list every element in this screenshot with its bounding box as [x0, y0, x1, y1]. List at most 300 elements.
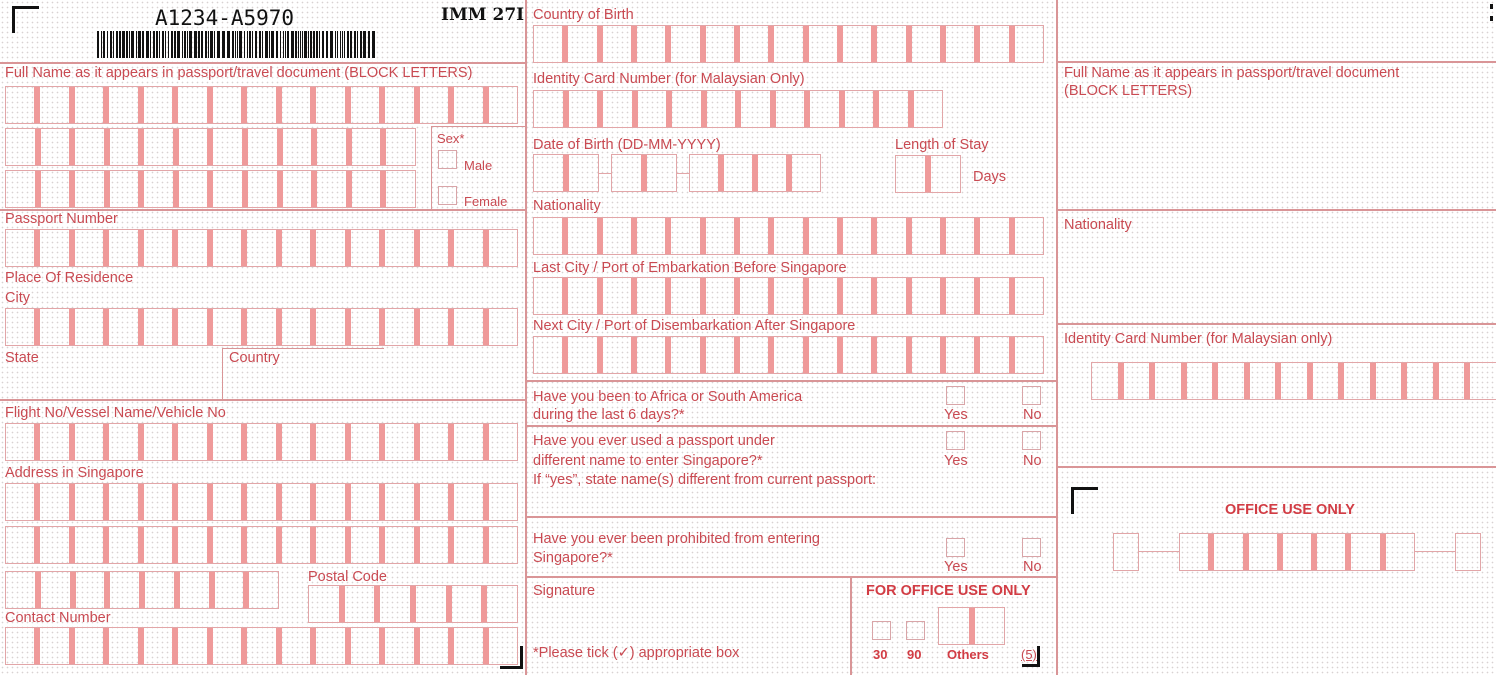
- character-cell[interactable]: [414, 628, 448, 664]
- q3-no-checkbox[interactable]: [1022, 538, 1041, 557]
- barcode-bar: [101, 31, 102, 58]
- character-cell[interactable]: [481, 586, 517, 622]
- character-cell[interactable]: [345, 484, 379, 520]
- character-cell[interactable]: [1009, 218, 1043, 254]
- character-cell[interactable]: [734, 26, 768, 62]
- character-cell[interactable]: [969, 608, 1005, 644]
- character-cell[interactable]: [276, 484, 310, 520]
- character-cell[interactable]: [665, 337, 699, 373]
- character-cell[interactable]: [1370, 363, 1402, 399]
- character-cell[interactable]: [6, 87, 34, 123]
- character-cell[interactable]: [631, 337, 665, 373]
- character-cell[interactable]: [276, 527, 310, 563]
- character-cell[interactable]: [839, 91, 874, 127]
- dob-year-field[interactable]: [689, 154, 821, 192]
- barcode-bar: [153, 31, 155, 58]
- address-field-row-1[interactable]: [5, 483, 518, 521]
- character-cell[interactable]: [665, 218, 699, 254]
- character-cell[interactable]: [339, 586, 375, 622]
- character-cell[interactable]: [1009, 26, 1043, 62]
- character-cell[interactable]: [34, 309, 68, 345]
- character-cell[interactable]: [803, 337, 837, 373]
- character-cell[interactable]: [752, 155, 786, 191]
- signature-field[interactable]: [533, 602, 843, 640]
- character-cell[interactable]: [803, 278, 837, 314]
- character-cell[interactable]: [103, 484, 137, 520]
- character-cell[interactable]: [69, 484, 103, 520]
- character-cell[interactable]: [483, 484, 517, 520]
- right-ic-number-field[interactable]: [1091, 362, 1496, 400]
- character-cell[interactable]: [1009, 278, 1043, 314]
- character-cell[interactable]: [277, 171, 312, 207]
- full-name-field-row-3[interactable]: [5, 170, 416, 208]
- office-90-checkbox[interactable]: [906, 621, 925, 640]
- character-cell[interactable]: [138, 230, 172, 266]
- character-cell[interactable]: [873, 91, 908, 127]
- character-cell[interactable]: [768, 26, 802, 62]
- character-cell[interactable]: [139, 572, 174, 608]
- character-cell[interactable]: [6, 484, 34, 520]
- character-cell[interactable]: [346, 171, 381, 207]
- character-cell[interactable]: [534, 218, 562, 254]
- q1-no-checkbox[interactable]: [1022, 386, 1041, 405]
- character-cell[interactable]: [209, 572, 244, 608]
- character-cell[interactable]: [138, 309, 172, 345]
- character-cell[interactable]: [35, 572, 70, 608]
- character-cell[interactable]: [104, 572, 139, 608]
- barcode-bar: [354, 31, 356, 58]
- character-cell[interactable]: [597, 26, 631, 62]
- character-cell[interactable]: [6, 424, 34, 460]
- character-cell[interactable]: [345, 309, 379, 345]
- character-cell[interactable]: [701, 91, 736, 127]
- character-cell[interactable]: [380, 129, 415, 165]
- character-cell[interactable]: [896, 156, 925, 192]
- character-cell[interactable]: [104, 171, 139, 207]
- character-cell[interactable]: [172, 230, 206, 266]
- character-cell[interactable]: [612, 155, 641, 191]
- character-cell[interactable]: [103, 424, 137, 460]
- character-cell[interactable]: [939, 608, 969, 644]
- character-cell[interactable]: [34, 628, 68, 664]
- character-cell[interactable]: [448, 230, 482, 266]
- character-cell[interactable]: [34, 484, 68, 520]
- q2-no-checkbox[interactable]: [1022, 431, 1041, 450]
- character-cell[interactable]: [448, 424, 482, 460]
- character-cell[interactable]: [243, 572, 278, 608]
- q2-yes-checkbox[interactable]: [946, 431, 965, 450]
- character-cell[interactable]: [871, 278, 905, 314]
- postal-code-field[interactable]: [308, 585, 518, 623]
- character-cell[interactable]: [1464, 363, 1496, 399]
- character-cell[interactable]: [241, 484, 275, 520]
- character-cell[interactable]: [1114, 534, 1138, 570]
- character-cell[interactable]: [69, 628, 103, 664]
- character-cell[interactable]: [6, 572, 35, 608]
- character-cell[interactable]: [837, 26, 871, 62]
- address-field-row-3[interactable]: [5, 571, 279, 609]
- character-cell[interactable]: [103, 628, 137, 664]
- character-cell[interactable]: [700, 278, 734, 314]
- previous-names-field[interactable]: [533, 490, 1044, 512]
- character-cell[interactable]: [34, 527, 68, 563]
- address-field-row-2[interactable]: [5, 526, 518, 564]
- barcode-icon: [97, 31, 377, 58]
- office-code-prefix-field[interactable]: [1113, 533, 1139, 571]
- character-cell[interactable]: [207, 171, 242, 207]
- character-cell[interactable]: [1092, 363, 1118, 399]
- character-cell[interactable]: [207, 309, 241, 345]
- character-cell[interactable]: [310, 527, 344, 563]
- barcode-bar: [247, 31, 248, 58]
- character-cell[interactable]: [803, 218, 837, 254]
- character-cell[interactable]: [172, 424, 206, 460]
- character-cell[interactable]: [138, 484, 172, 520]
- character-cell[interactable]: [103, 87, 137, 123]
- barcode-bar: [232, 31, 234, 58]
- q3-yes-checkbox[interactable]: [946, 538, 965, 557]
- character-cell[interactable]: [379, 87, 413, 123]
- character-cell[interactable]: [597, 91, 632, 127]
- right-full-name-field[interactable]: [1064, 104, 1490, 204]
- character-cell[interactable]: [448, 484, 482, 520]
- character-cell[interactable]: [871, 26, 905, 62]
- character-cell[interactable]: [940, 218, 974, 254]
- sex-female-checkbox[interactable]: [438, 186, 457, 205]
- character-cell[interactable]: [310, 309, 344, 345]
- barcode-bar: [330, 31, 333, 58]
- character-cell[interactable]: [700, 26, 734, 62]
- length-of-stay-field[interactable]: [895, 155, 961, 193]
- character-cell[interactable]: [562, 337, 596, 373]
- character-cell[interactable]: [173, 129, 208, 165]
- character-cell[interactable]: [1208, 534, 1242, 570]
- character-cell[interactable]: [70, 572, 105, 608]
- character-cell[interactable]: [242, 171, 277, 207]
- character-cell[interactable]: [345, 87, 379, 123]
- character-cell[interactable]: [837, 278, 871, 314]
- character-cell[interactable]: [448, 87, 482, 123]
- character-cell[interactable]: [871, 218, 905, 254]
- character-cell[interactable]: [665, 26, 699, 62]
- character-cell[interactable]: [631, 218, 665, 254]
- character-cell[interactable]: [768, 278, 802, 314]
- character-cell[interactable]: [665, 278, 699, 314]
- character-cell[interactable]: [906, 218, 940, 254]
- character-cell[interactable]: [379, 484, 413, 520]
- character-cell[interactable]: [770, 91, 805, 127]
- barcode-bar: [159, 31, 160, 58]
- character-cell[interactable]: [1009, 337, 1043, 373]
- right-nationality-field[interactable]: [1064, 236, 1490, 318]
- character-cell[interactable]: [974, 26, 1008, 62]
- character-cell[interactable]: [6, 171, 35, 207]
- character-cell[interactable]: [446, 586, 482, 622]
- character-cell[interactable]: [483, 230, 517, 266]
- character-cell[interactable]: [414, 484, 448, 520]
- character-cell[interactable]: [871, 337, 905, 373]
- character-cell[interactable]: [276, 424, 310, 460]
- character-cell[interactable]: [414, 309, 448, 345]
- character-cell[interactable]: [311, 171, 346, 207]
- character-cell[interactable]: [786, 155, 820, 191]
- last-city-field[interactable]: [533, 277, 1044, 315]
- character-cell[interactable]: [103, 309, 137, 345]
- character-cell[interactable]: [414, 527, 448, 563]
- character-cell[interactable]: [1401, 363, 1433, 399]
- character-cell[interactable]: [138, 129, 173, 165]
- character-cell[interactable]: [241, 424, 275, 460]
- character-cell[interactable]: [1212, 363, 1244, 399]
- character-cell[interactable]: [414, 424, 448, 460]
- character-cell[interactable]: [345, 424, 379, 460]
- character-cell[interactable]: [641, 155, 676, 191]
- full-name-field-row-1[interactable]: [5, 86, 518, 124]
- character-cell[interactable]: [1433, 363, 1465, 399]
- character-cell[interactable]: [632, 91, 667, 127]
- character-cell[interactable]: [69, 129, 104, 165]
- character-cell[interactable]: [414, 230, 448, 266]
- character-cell[interactable]: [207, 628, 241, 664]
- character-cell[interactable]: [172, 527, 206, 563]
- character-cell[interactable]: [690, 155, 718, 191]
- office-code-suffix-field[interactable]: [1455, 533, 1481, 571]
- character-cell[interactable]: [1149, 363, 1181, 399]
- character-cell[interactable]: [1277, 534, 1311, 570]
- character-cell[interactable]: [734, 278, 768, 314]
- character-cell[interactable]: [35, 129, 70, 165]
- character-cell[interactable]: [534, 26, 562, 62]
- character-cell[interactable]: [1181, 363, 1213, 399]
- character-cell[interactable]: [277, 129, 312, 165]
- character-cell[interactable]: [1275, 363, 1307, 399]
- character-cell[interactable]: [310, 424, 344, 460]
- character-cell[interactable]: [379, 230, 413, 266]
- character-cell[interactable]: [379, 628, 413, 664]
- character-cell[interactable]: [837, 218, 871, 254]
- character-cell[interactable]: [34, 230, 68, 266]
- character-cell[interactable]: [138, 87, 172, 123]
- character-cell[interactable]: [174, 572, 209, 608]
- character-cell[interactable]: [6, 527, 34, 563]
- character-cell[interactable]: [241, 309, 275, 345]
- character-cell[interactable]: [241, 87, 275, 123]
- character-cell[interactable]: [172, 87, 206, 123]
- character-cell[interactable]: [103, 230, 137, 266]
- character-cell[interactable]: [309, 586, 339, 622]
- state-field[interactable]: [5, 366, 217, 396]
- character-cell[interactable]: [242, 129, 277, 165]
- city-field[interactable]: [5, 308, 518, 346]
- character-cell[interactable]: [379, 527, 413, 563]
- q1-yes-checkbox[interactable]: [946, 386, 965, 405]
- character-cell[interactable]: [311, 129, 346, 165]
- character-cell[interactable]: [597, 337, 631, 373]
- character-cell[interactable]: [562, 218, 596, 254]
- character-cell[interactable]: [172, 309, 206, 345]
- character-cell[interactable]: [534, 337, 562, 373]
- character-cell[interactable]: [483, 309, 517, 345]
- character-cell[interactable]: [35, 171, 70, 207]
- character-cell[interactable]: [207, 484, 241, 520]
- character-cell[interactable]: [1345, 534, 1379, 570]
- character-cell[interactable]: [69, 424, 103, 460]
- character-cell[interactable]: [104, 129, 139, 165]
- barcode-bar: [337, 31, 338, 58]
- character-cell[interactable]: [448, 628, 482, 664]
- character-cell[interactable]: [276, 628, 310, 664]
- character-cell[interactable]: [597, 278, 631, 314]
- character-cell[interactable]: [241, 628, 275, 664]
- character-cell[interactable]: [1338, 363, 1370, 399]
- character-cell[interactable]: [483, 87, 517, 123]
- character-cell[interactable]: [414, 87, 448, 123]
- character-cell[interactable]: [241, 527, 275, 563]
- character-cell[interactable]: [345, 527, 379, 563]
- character-cell[interactable]: [448, 309, 482, 345]
- character-cell[interactable]: [804, 91, 839, 127]
- barcode-bar: [280, 31, 281, 58]
- character-cell[interactable]: [276, 87, 310, 123]
- character-cell[interactable]: [837, 337, 871, 373]
- character-cell[interactable]: [563, 91, 598, 127]
- character-cell[interactable]: [207, 527, 241, 563]
- character-cell[interactable]: [310, 628, 344, 664]
- character-cell[interactable]: [906, 278, 940, 314]
- character-cell[interactable]: [1118, 363, 1150, 399]
- dob-month-field[interactable]: [611, 154, 677, 192]
- character-cell[interactable]: [6, 628, 34, 664]
- character-cell[interactable]: [940, 337, 974, 373]
- character-cell[interactable]: [138, 628, 172, 664]
- full-name-field-row-2[interactable]: [5, 128, 416, 166]
- office-code-main-field[interactable]: [1179, 533, 1415, 571]
- sex-male-checkbox[interactable]: [438, 150, 457, 169]
- character-cell[interactable]: [345, 230, 379, 266]
- character-cell[interactable]: [906, 26, 940, 62]
- contact-number-field[interactable]: [5, 627, 518, 665]
- ic-number-field[interactable]: [533, 90, 943, 128]
- character-cell[interactable]: [207, 424, 241, 460]
- character-cell[interactable]: [172, 628, 206, 664]
- character-cell[interactable]: [1180, 534, 1208, 570]
- character-cell[interactable]: [534, 278, 562, 314]
- character-cell[interactable]: [1244, 363, 1276, 399]
- character-cell[interactable]: [483, 527, 517, 563]
- passport-number-field[interactable]: [5, 229, 518, 267]
- dob-day-field[interactable]: [533, 154, 599, 192]
- character-cell[interactable]: [69, 527, 103, 563]
- character-cell[interactable]: [6, 129, 35, 165]
- flight-number-field[interactable]: [5, 423, 518, 461]
- character-cell[interactable]: [700, 218, 734, 254]
- character-cell[interactable]: [34, 424, 68, 460]
- character-cell[interactable]: [69, 309, 103, 345]
- character-cell[interactable]: [374, 586, 410, 622]
- character-cell[interactable]: [310, 87, 344, 123]
- character-cell[interactable]: [410, 586, 446, 622]
- character-cell[interactable]: [138, 527, 172, 563]
- character-cell[interactable]: [597, 218, 631, 254]
- character-cell[interactable]: [310, 230, 344, 266]
- country-field[interactable]: [228, 366, 518, 396]
- character-cell[interactable]: [346, 129, 381, 165]
- office-30-checkbox[interactable]: [872, 621, 891, 640]
- character-cell[interactable]: [448, 527, 482, 563]
- character-cell[interactable]: [974, 278, 1008, 314]
- character-cell[interactable]: [69, 230, 103, 266]
- character-cell[interactable]: [734, 218, 768, 254]
- character-cell[interactable]: [735, 91, 770, 127]
- character-cell[interactable]: [138, 424, 172, 460]
- character-cell[interactable]: [631, 26, 665, 62]
- character-cell[interactable]: [563, 155, 598, 191]
- character-cell[interactable]: [34, 87, 68, 123]
- character-cell[interactable]: [940, 278, 974, 314]
- character-cell[interactable]: [534, 155, 563, 191]
- character-cell[interactable]: [379, 309, 413, 345]
- character-cell[interactable]: [6, 230, 34, 266]
- character-cell[interactable]: [172, 484, 206, 520]
- character-cell[interactable]: [562, 26, 596, 62]
- character-cell[interactable]: [1456, 534, 1480, 570]
- character-cell[interactable]: [803, 26, 837, 62]
- character-cell[interactable]: [241, 230, 275, 266]
- birth-country-field[interactable]: [533, 25, 1044, 63]
- character-cell[interactable]: [734, 337, 768, 373]
- character-cell[interactable]: [700, 337, 734, 373]
- character-cell[interactable]: [380, 171, 415, 207]
- character-cell[interactable]: [69, 87, 103, 123]
- character-cell[interactable]: [906, 337, 940, 373]
- character-cell[interactable]: [1307, 363, 1339, 399]
- character-cell[interactable]: [207, 87, 241, 123]
- character-cell[interactable]: [974, 337, 1008, 373]
- office-others-field[interactable]: [938, 607, 1005, 645]
- character-cell[interactable]: [768, 337, 802, 373]
- character-cell[interactable]: [276, 230, 310, 266]
- character-cell[interactable]: [173, 171, 208, 207]
- character-cell[interactable]: [534, 91, 563, 127]
- character-cell[interactable]: [768, 218, 802, 254]
- character-cell[interactable]: [974, 218, 1008, 254]
- character-cell[interactable]: [718, 155, 752, 191]
- character-cell[interactable]: [1380, 534, 1414, 570]
- character-cell[interactable]: [207, 129, 242, 165]
- character-cell[interactable]: [103, 527, 137, 563]
- character-cell[interactable]: [207, 230, 241, 266]
- next-city-field[interactable]: [533, 336, 1044, 374]
- character-cell[interactable]: [1243, 534, 1277, 570]
- character-cell[interactable]: [138, 171, 173, 207]
- character-cell[interactable]: [345, 628, 379, 664]
- character-cell[interactable]: [562, 278, 596, 314]
- character-cell[interactable]: [379, 424, 413, 460]
- character-cell[interactable]: [310, 484, 344, 520]
- character-cell[interactable]: [908, 91, 943, 127]
- character-cell[interactable]: [483, 424, 517, 460]
- character-cell[interactable]: [940, 26, 974, 62]
- character-cell[interactable]: [631, 278, 665, 314]
- character-cell[interactable]: [666, 91, 701, 127]
- nationality-field[interactable]: [533, 217, 1044, 255]
- character-cell[interactable]: [69, 171, 104, 207]
- character-cell[interactable]: [925, 156, 960, 192]
- q2-text-line1: Have you ever used a passport under: [533, 433, 775, 449]
- character-cell[interactable]: [276, 309, 310, 345]
- character-cell[interactable]: [6, 309, 34, 345]
- character-cell[interactable]: [1311, 534, 1345, 570]
